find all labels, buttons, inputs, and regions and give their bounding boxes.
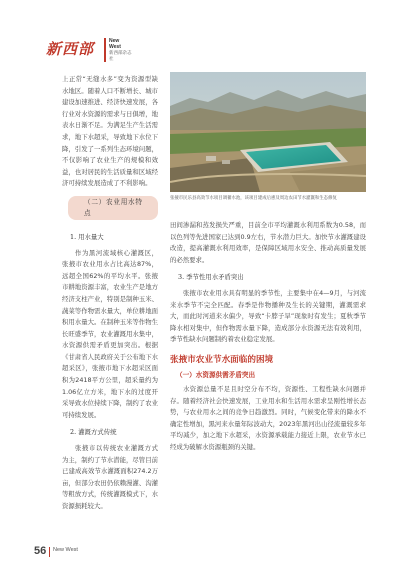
point-heading: 2. 灌溉方式传统 bbox=[70, 428, 117, 437]
paragraph: 张掖市以传统农业灌溉方式为主，制约了节水潜能，尽管目前已建成高效节水灌溉面积274.2万亩，但部分农田仍依赖漫灌、沟灌等粗放方式，传统灌溉模式下，水资源损耗较大。 bbox=[62, 444, 158, 510]
reservoir-photo bbox=[170, 72, 366, 192]
page-header bbox=[0, 0, 402, 60]
paragraph: 张掖市农业用水具有明显的季节性，主要集中在4—9月，与河流来水季节不完全匹配。春季是作物播种及生长的关键期，灌溉需求大，而此时河道来水偏少，导致“卡脖子旱”现象时有发生；夏秋季节降水相对集中，但作物需水量下降，造成部分水资源无法有效利用，季节性缺水问题制约着农业稳定发展。 bbox=[170, 288, 366, 344]
paragraph: 上正常“无缝水多”变为资源型缺水地区。随着人口不断增长、城市建设加速推进、经济快速发展，各行业对水资源的需求与日俱增，地表水日渐不足。为满足生产生活需求，地下水超采，导致地下水位下降，引发了一系列生态环境问题，不仅影响了农业生产的规模和效益，也对居民的生活质量和区域经济可持续发展造成了不利影响。 bbox=[62, 75, 158, 188]
footer-brand: New West bbox=[53, 547, 78, 553]
photo-caption: 张掖市民乐县高效节水项目调蓄水池，该项目建成后惠及周边农田节水灌溉和生态修复 bbox=[170, 196, 337, 201]
magazine-logo: 新西部 bbox=[46, 40, 95, 58]
page-number: 56 bbox=[34, 545, 47, 557]
paragraph: 田间渗漏和蒸发损失严重，目前全市平均灌溉水利用系数为0.58，而以色列等先进国家已达到0.9左右，节水潜力巨大。加快节水灌溉建设改造，提高灌溉水利用效率，是保障区域用水安全、推动高质量发展的必然要求。 bbox=[170, 221, 366, 264]
right-column bbox=[170, 220, 366, 454]
logo-en-title: New West bbox=[109, 38, 121, 50]
point-heading: 3. 季节性用水矛盾突出 bbox=[178, 273, 244, 282]
logo-en-subtitle: 新西部杂志社 bbox=[109, 50, 132, 61]
point-heading: 1. 用水量大 bbox=[70, 232, 104, 241]
magazine-logo-english bbox=[104, 38, 132, 62]
footer-divider bbox=[49, 547, 50, 557]
section-title: 张掖市农业节水面临的困境 bbox=[170, 354, 274, 365]
reservoir-photo-illustration bbox=[170, 72, 366, 192]
section-subheading: （一）水资源供需矛盾突出 bbox=[176, 370, 256, 379]
paragraph: 水资源总量不足且时空分布不均，资源性、工程性缺水问题并存。随着经济社会快速发展，工业用水和生活用水需求呈刚性增长态势，与农业用水之间的竞争日趋激烈。同时，气候变化带来的降水不确定性增加，黑河来水量年际波动大，2023年黑河出山径流量较多年平均减少，加之地下水超采，水资源承载能力接近上限，农业节水已经成为破解水资源瓶颈的关键。 bbox=[170, 384, 366, 451]
left-column bbox=[62, 74, 158, 513]
subsection-heading: （二）农业用水特点 bbox=[68, 196, 158, 220]
paragraph: 作为黑河流域核心灌溉区，张掖市农业用水占比高达87%，远超全国62%的平均水平。张掖市耕地资源丰富，农业生产是地方经济支柱产业，特别是制种玉米、蔬菜等作物需水量大，单位耕地面积用水量大。在制种玉米等作物生长旺盛季节，农业灌溉用水集中，水资源供需矛盾更加突出。根据《甘肃省人民政府关于公布地下水超采区》，张掖市地下水超采区面积为2418平方公里，超采量约为1.06亿立方米，地下水的过度开采导致水位持续下降，制约了农业可持续发展。 bbox=[62, 248, 158, 419]
page-footer bbox=[0, 545, 402, 564]
